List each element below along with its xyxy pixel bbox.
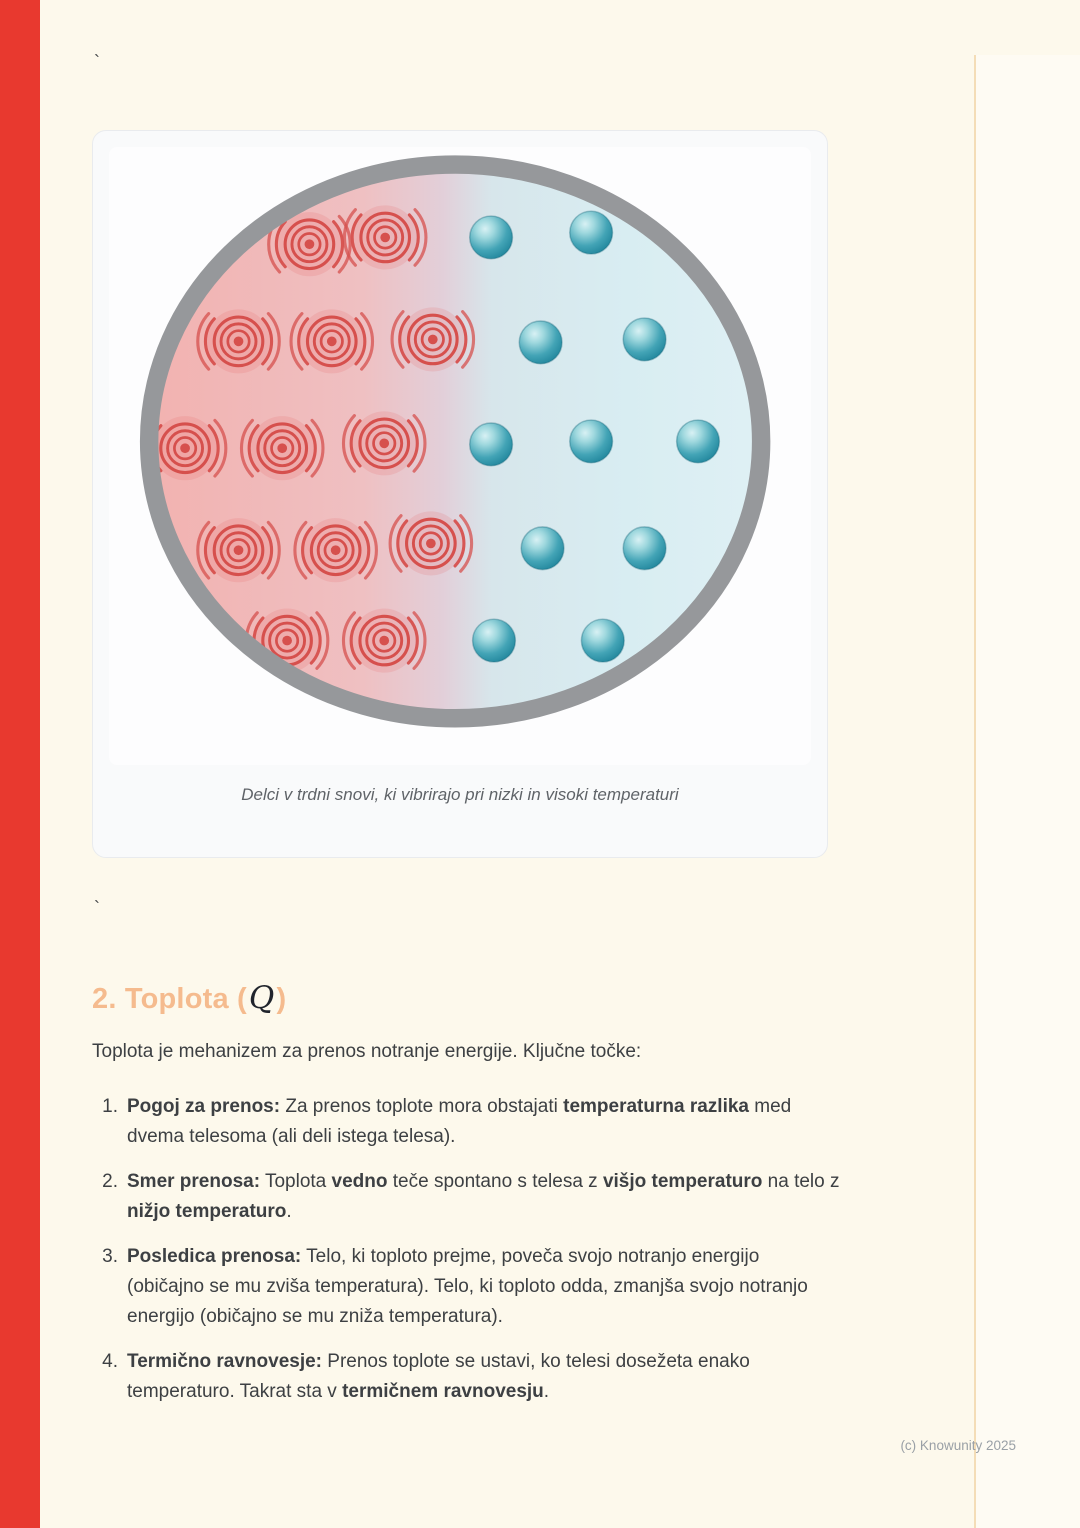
figure-card: [92, 130, 828, 858]
right-page-divider: [974, 55, 976, 1528]
figure-caption: Delci v trdni snovi, ki vibrirajo pri nizki in visoki temperaturi: [241, 785, 679, 804]
stray-backtick-top: `: [94, 52, 100, 72]
key-points-list: [92, 1092, 840, 1422]
list-item: [92, 1167, 840, 1227]
particles-diagram: [120, 150, 800, 762]
list-item: [92, 1347, 840, 1407]
heading-text-pre: 2. Toplota (: [92, 983, 247, 1015]
list-number: 3.: [102, 1246, 118, 1268]
list-item-text: Pogoj za prenos: Za prenos toplote mora obstajati temperaturna razlika med dvema telesoma (ali deli istega telesa).: [127, 1096, 792, 1148]
list-item-text: Smer prenosa: Toplota vedno teče spontano s telesa z višjo temperaturo na telo z nižjo temperaturo.: [127, 1171, 840, 1223]
heading-symbol-q: Q: [248, 980, 275, 1016]
list-item: [92, 1242, 840, 1332]
left-red-bar: [0, 0, 40, 1528]
list-item: [92, 1092, 840, 1152]
section-intro: Toplota je mehanizem za prenos notranje energije. Ključne točke:: [92, 1041, 642, 1062]
list-number: 1.: [102, 1096, 118, 1117]
stray-backtick-middle: `: [94, 898, 100, 918]
copyright-note: (c) Knowunity 2025: [900, 1438, 1016, 1453]
particle-illustration: [109, 147, 811, 765]
list-number: 2.: [102, 1171, 118, 1193]
section-heading: [92, 980, 286, 1016]
heading-text-post: ): [276, 983, 287, 1015]
list-item-text: Posledica prenosa: Telo, ki toploto prejme, poveča svojo notranjo energijo (običajno se mu zviša temperatura). Telo, ki toploto odda, zmanjša svojo notranjo energijo (običajno se mu zniža temperatura).: [127, 1246, 808, 1328]
right-page-margin: [976, 55, 1080, 1528]
list-item-text: Termično ravnovesje: Prenos toplote se ustavi, ko telesi dosežeta enako temperaturo. Takrat sta v termičnem ravnovesju.: [127, 1351, 750, 1403]
list-number: 4.: [102, 1351, 118, 1373]
